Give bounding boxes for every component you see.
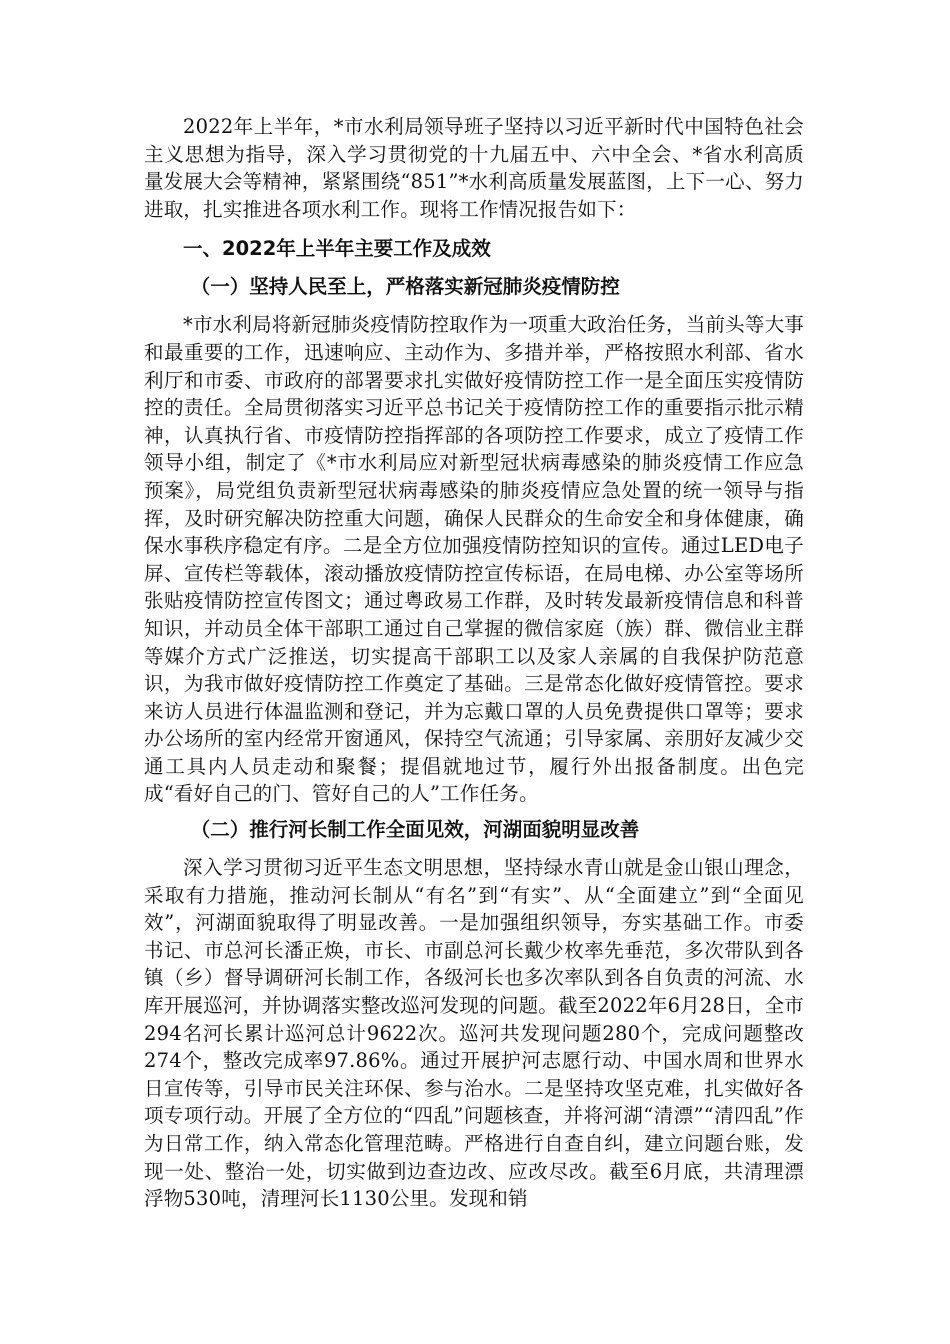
subsection-1-body: *市水利局将新冠肺炎疫情防控取作为一项重大政治任务，当前头等大事和最重要的工作，迅速响应、主动作为、多措并举，严格按照水利部、省水利厅和市委、市政府的部署要求扎实做好疫情防控工作一是全面压实疫情防控的责任。全局贯彻落实习近平总书记关于疫情防控工作的重要指示批示精神，认真执行省、市疫情防控指挥部的各项防控工作要求，成立了疫情工作领导小组，制定了《*市水利局应对新型冠状病毒感染的肺炎疫情工作应急预案》，局党组负责新型冠状病毒感染的肺炎疫情应急处置的统一领导与指挥，及时研究解决防控重大问题，确保人民群众的生命安全和身体健康，确保水事秩序稳定有序。二是全方位加强疫情防控知识的宣传。通过LED电子屏、宣传栏等载体，滚动播放疫情防控宣传标语，在局电梯、办公室等场所张贴疫情防控宣传图文；通过粤政易工作群，及时转发最新疫情信息和科普知识，并动员全体干部职工通过自己掌握的微信家庭（族）群、微信业主群等媒介方式广泛推送，切实提高干部职工以及家人亲属的自我保护防范意识，为我市做好疫情防控工作奠定了基础。三是常态化做好疫情管控。要求来访人员进行体温监测和登记，并为忘戴口罩的人员免费提供口罩等；要求办公场所的室内经常开窗通风，保持空气流通；引导家属、亲朋好友减少交通工具内人员走动和聚餐；提倡就地过节，履行外出报备制度。出色完成“看好自己的门、管好自己的人”工作任务。 xyxy=(144,313,804,806)
intro-paragraph: 2022年上半年，*市水利局领导班子坚持以习近平新时代中国特色社会主义思想为指导，深入学习贯彻党的十九届五中、六中全会、*省水利高质量发展大会等精神，紧紧围绕“851”*水利高质量发展蓝图，上下一心、努力进取，扎实推进各项水利工作。现将工作情况报告如下： xyxy=(144,115,804,221)
subsection-2-body: 深入学习贯彻习近平生态文明思想，坚持绿水青山就是金山银山理念，采取有力措施，推动河长制从“有名”到“有实”、从“全面建立”到“全面见效”，河湖面貌取得了明显改善。一是加强组织领导，夯实基础工作。市委书记、市总河长潘正焕，市长、市副总河长戴少枚率先垂范，多次带队到各镇（乡）督导调研河长制工作，各级河长也多次率队到各自负责的河流、水库开展巡河，并协调落实整改巡河发现的问题。截至2022年6月28日，全市294名河长累计巡河总计9622次。巡河共发现问题280个，完成问题整改274个，整改完成率97.86%。通过开展护河志愿行动、中国水周和世界水日宣传等，引导市民关注环保、参与治水。二是坚持攻坚克难，扎实做好各项专项行动。开展了全方位的“四乱”问题核查，并将河湖“清漂”“清四乱”作为日常工作，纳入常态化管理范畴。严格进行自查自纠，建立问题台账，发现一处、整治一处，切实做到边查边改、应改尽改。截至6月底，共清理漂浮物530吨，清理河长1130公里。发现和销 xyxy=(144,856,804,1211)
subsection-heading-2: （二）推行河长制工作全面见效，河湖面貌明显改善 xyxy=(190,818,640,842)
document-page xyxy=(144,113,804,1213)
subsection-heading-1: （一）坚持人民至上，严格落实新冠肺炎疫情防控 xyxy=(190,275,620,299)
section-heading-1: 一、2022年上半年主要工作及成效 xyxy=(183,237,491,261)
